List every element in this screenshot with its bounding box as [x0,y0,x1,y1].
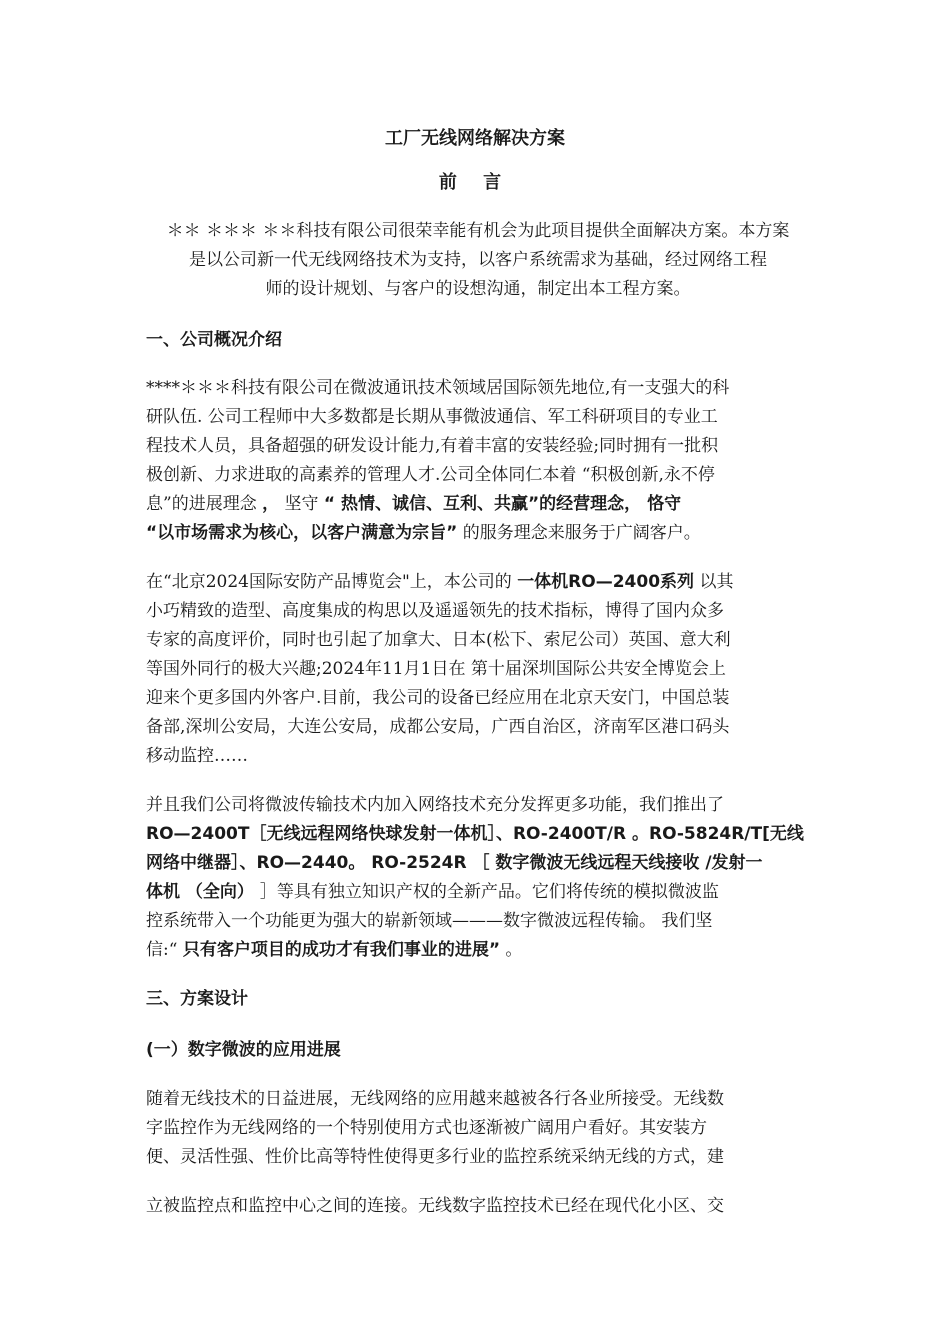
bold-text-run: 一体机RO—2400系列 [517,572,695,592]
expo-paragraph [146,568,810,771]
text-run: 的服务理念来服务于广阔客户。 [457,523,701,543]
paragraph-line: 随着无线技术的日益进展，无线网络的应用越来越被各行各业所接受。无线数 [146,1089,724,1109]
paragraph-line: 字监控作为无线网络的一个特别使用方式也逐渐被广阔用户看好。其安装方 [146,1118,707,1138]
preface-line: ＊＊ ＊＊＊ ＊＊科技有限公司很荣幸能有机会为此项目提供全面解决方案。本方案 [166,221,790,241]
bold-text-run: ， [262,494,280,514]
preface-paragraph [146,217,810,304]
text-run: 信:“ [146,940,183,960]
paragraph-line: 控系统带入一个功能更为强大的崭新领域———数字微波远程传输。 我们坚 [146,911,713,931]
paragraph-line: 研队伍. 公司工程师中大多数都是长期从事微波通信、军工科研项目的专业工 [146,407,718,427]
microwave-paragraph [146,1085,810,1172]
paragraph-line: 迎来个更多国内外客户.目前，我公司的设备已经应用在北京天安门，中国总装 [146,688,730,708]
text-run: 在“北京2024国际安防产品博览会"上，本公司的 [146,572,518,592]
paragraph-line: 专家的高度评价，同时也引起了加拿大、日本(松下、索尼公司）英国、意大利 [146,630,731,650]
section-heading-company-overview: 一、公司概况介绍 [146,330,282,350]
bold-text-run: 只有客户项目的成功才有我们事业的进展” [182,940,501,960]
paragraph-line: RO—2400T［无线远程网络快球发射一体机］、RO-2400T/R 。RO-5824R/T[无线 [146,824,804,844]
paragraph-line: 程技术人员，具备超强的研发设计能力,有着丰富的安装经验;同时拥有一批积 [146,436,719,456]
microwave-paragraph-continuation [146,1192,810,1221]
paragraph-line: 备部,深圳公安局，大连公安局，成都公安局，广西自治区，济南军区港口码头 [146,717,730,737]
document-title: 工厂无线网络解决方案 [385,128,565,149]
paragraph-line [146,936,810,965]
paragraph-line: 等国外同行的极大兴趣;2024年11月1日在 第十届深圳国际公共安全博览会上 [146,659,726,679]
text-run: 以其 [694,572,734,592]
text-run: 。 [500,940,523,960]
paragraph-line: 移动监控…… [146,746,248,766]
paragraph-line [146,490,810,519]
company-intro-paragraph [146,374,810,548]
paragraph-line: 便、灵活性强、性价比高等特性使得更多行业的监控系统采纳无线的方式，建 [146,1147,724,1167]
text-run: 坚守 [279,494,324,514]
bold-text-run: 体机 （全向） [146,882,260,902]
paragraph-line: 并且我们公司将微波传输技术内加入网络技术充分发挥更多功能，我们推出了 [146,795,724,815]
products-paragraph [146,791,810,965]
paragraph-line: ****＊＊＊科技有限公司在微波通讯技术领域居国际领先地位,有一支强大的科 [146,378,730,398]
paragraph-line: 立被监控点和监控中心之间的连接。无线数字监控技术已经在现代化小区、交 [146,1196,724,1216]
paragraph-line [146,568,810,597]
preface-heading: 前 言 [438,172,512,193]
preface-line: 师的设计规划、与客户的设想沟通，制定出本工程方案。 [265,279,691,299]
preface-line: 是以公司新一代无线网络技术为支持，以客户系统需求为基础，经过网络工程 [189,250,767,270]
subsection-heading-microwave: (一）数字微波的应用进展 [146,1040,341,1060]
section-heading-solution-design: 三、方案设计 [146,989,248,1009]
paragraph-line: 小巧精致的造型、高度集成的构思以及遥遥领先的技术指标，博得了国内众多 [146,601,724,621]
paragraph-line [146,519,810,548]
text-run: ］等具有独立知识产权的全新产品。它们将传统的模拟微波监 [259,882,719,902]
paragraph-line [146,878,810,907]
paragraph-line: 极创新、力求进取的高素养的管理人才.公司全体同仁本着 “积极创新,永不停 [146,465,715,485]
bold-text-run: “ 热情、诚信、互利、共赢”的经营理念， 恪守 [323,494,682,514]
paragraph-line: 网络中继器］、RO—2440。 RO-2524R ［ 数字微波无线远程天线接收 /发射一 [146,853,763,873]
bold-text-run: “以市场需求为核心，以客户满意为宗旨” [146,523,458,543]
text-run: 息”的进展理念 [146,494,263,514]
